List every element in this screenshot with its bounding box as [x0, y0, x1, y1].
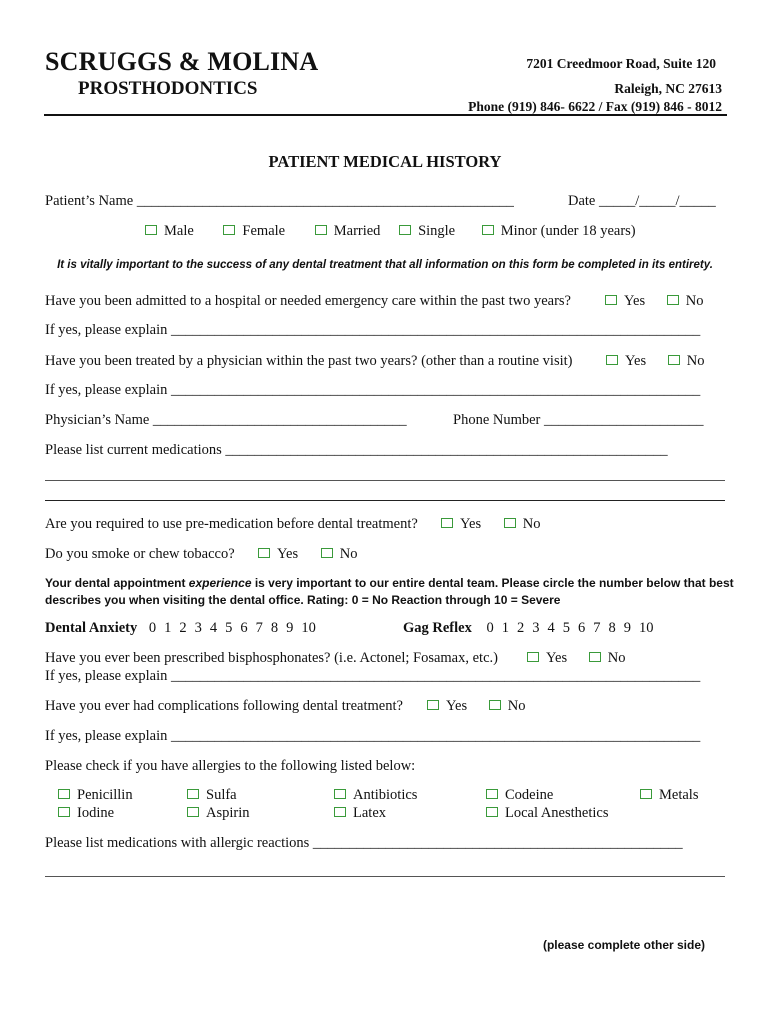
dental-anxiety-scale: 0 1 2 3 4 5 6 7 8 9 10	[148, 620, 316, 636]
complications-yes[interactable]: Yes	[427, 698, 467, 715]
checkbox-icon[interactable]	[427, 700, 439, 710]
physician-answer	[606, 353, 704, 370]
checkbox-icon[interactable]	[334, 789, 346, 799]
bisphosphonates-no[interactable]: No	[589, 650, 626, 667]
allergy-latex[interactable]: Latex	[334, 805, 386, 822]
checkbox-icon[interactable]	[589, 652, 601, 662]
medications-line[interactable]	[45, 500, 725, 501]
checkbox-icon[interactable]	[187, 807, 199, 817]
complications-no[interactable]: No	[489, 698, 526, 715]
allergy-antibiotics[interactable]: Antibiotics	[334, 787, 417, 804]
bisphosphonates-yes[interactable]: Yes	[527, 650, 567, 667]
allergy-iodine[interactable]: Iodine	[58, 805, 114, 822]
physician-name-field[interactable]: Physician’s Name ___________________________________	[45, 412, 407, 428]
allergies-prompt: Please check if you have allergies to the following listed below:	[45, 758, 416, 774]
allergic-medications-line[interactable]	[45, 876, 725, 877]
single-option[interactable]: Single	[399, 223, 455, 240]
premed-no[interactable]: No	[504, 516, 541, 533]
physician-yes[interactable]: Yes	[606, 353, 646, 370]
date-field[interactable]: Date _____/_____/_____	[568, 193, 716, 209]
male-option[interactable]: Male	[145, 223, 194, 240]
physician-explain-field[interactable]: If yes, please explain _________________________________________________________________________	[45, 382, 701, 398]
married-option[interactable]: Married	[315, 223, 381, 240]
checkbox-icon[interactable]	[668, 355, 680, 365]
gag-reflex-scale: 0 1 2 3 4 5 6 7 8 9 10	[486, 620, 654, 636]
allergic-medications-field[interactable]: Please list medications with allergic reactions ___________________________________________________	[45, 835, 683, 851]
checkbox-icon[interactable]	[489, 700, 501, 710]
physician-no[interactable]: No	[668, 353, 705, 370]
completion-notice: It is vitally important to the success of any dental treatment that all information on this form be completed in its entirety.	[57, 259, 713, 271]
checkbox-icon[interactable]	[482, 225, 494, 235]
gag-reflex-rating	[403, 620, 661, 637]
firm-name: SCRUGGS & MOLINA	[45, 47, 319, 76]
gag-reflex-label: Gag Reflex	[403, 620, 472, 636]
hospital-question: Have you been admitted to a hospital or needed emergency care within the past two years?	[45, 293, 571, 309]
premed-question: Are you required to use pre-medication before dental treatment?	[45, 516, 418, 532]
complications-question: Have you ever had complications following dental treatment?	[45, 698, 403, 714]
complications-explain-field[interactable]: If yes, please explain _________________________________________________________________________	[45, 728, 701, 744]
firm-specialty: PROSTHODONTICS	[78, 78, 258, 99]
checkbox-icon[interactable]	[667, 295, 679, 305]
phone-fax: Phone (919) 846- 6622 / Fax (919) 846 - 8012	[468, 99, 722, 114]
tobacco-question: Do you smoke or chew tobacco?	[45, 546, 235, 562]
checkbox-icon[interactable]	[321, 548, 333, 558]
premed-yes[interactable]: Yes	[441, 516, 481, 533]
allergy-metals[interactable]: Metals	[640, 787, 698, 804]
checkbox-icon[interactable]	[187, 789, 199, 799]
checkbox-icon[interactable]	[527, 652, 539, 662]
medications-line[interactable]	[45, 480, 725, 481]
checkbox-icon[interactable]	[315, 225, 327, 235]
checkbox-icon[interactable]	[606, 355, 618, 365]
checkbox-icon[interactable]	[145, 225, 157, 235]
checkbox-icon[interactable]	[258, 548, 270, 558]
allergy-codeine[interactable]: Codeine	[486, 787, 553, 804]
tobacco-answer	[258, 546, 357, 563]
header-divider	[44, 114, 727, 116]
physician-question: Have you been treated by a physician within the past two years? (other than a routine visit)	[45, 353, 573, 369]
form-title: PATIENT MEDICAL HISTORY	[268, 152, 502, 171]
checkbox-icon[interactable]	[605, 295, 617, 305]
hospital-no[interactable]: No	[667, 293, 704, 310]
status-options	[145, 223, 636, 240]
checkbox-icon[interactable]	[486, 789, 498, 799]
premed-answer	[441, 516, 540, 533]
checkbox-icon[interactable]	[640, 789, 652, 799]
checkbox-icon[interactable]	[486, 807, 498, 817]
dental-anxiety-label: Dental Anxiety	[45, 620, 138, 636]
allergy-aspirin[interactable]: Aspirin	[187, 805, 250, 822]
female-option[interactable]: Female	[223, 223, 285, 240]
address-line-2: Raleigh, NC 27613	[614, 81, 722, 96]
tobacco-yes[interactable]: Yes	[258, 546, 298, 563]
allergy-sulfa[interactable]: Sulfa	[187, 787, 237, 804]
address-line-1: 7201 Creedmoor Road, Suite 120	[526, 56, 716, 71]
checkbox-icon[interactable]	[399, 225, 411, 235]
checkbox-icon[interactable]	[223, 225, 235, 235]
checkbox-icon[interactable]	[58, 789, 70, 799]
allergy-local-anesthetics[interactable]: Local Anesthetics	[486, 805, 608, 822]
bisphosphonates-question: Have you ever been prescribed bisphosphonates? (i.e. Actonel; Fosamax, etc.)	[45, 650, 498, 666]
phone-number-field[interactable]: Phone Number ______________________	[453, 412, 704, 428]
complications-answer	[427, 698, 525, 715]
bisphosphonates-answer	[527, 650, 625, 667]
checkbox-icon[interactable]	[58, 807, 70, 817]
hospital-yes[interactable]: Yes	[605, 293, 645, 310]
current-medications-field[interactable]: Please list current medications _____________________________________________________________	[45, 442, 668, 458]
experience-instructions: Your dental appointment experience is very important to our entire dental team. Please circle the number below that best describes you when visiting the dental office. Rating: 0 = No Reaction through 10 = Severe	[45, 576, 734, 607]
checkbox-icon[interactable]	[334, 807, 346, 817]
complete-other-side-note: (please complete other side)	[542, 938, 705, 952]
minor-option[interactable]: Minor (under 18 years)	[482, 223, 636, 240]
hospital-explain-field[interactable]: If yes, please explain _________________________________________________________________________	[45, 322, 701, 338]
patient-name-field[interactable]: Patient’s Name ____________________________________________________	[45, 193, 514, 209]
allergy-penicillin[interactable]: Penicillin	[58, 787, 133, 804]
hospital-answer	[605, 293, 703, 310]
dental-anxiety-rating	[45, 620, 324, 637]
tobacco-no[interactable]: No	[321, 546, 358, 563]
checkbox-icon[interactable]	[441, 518, 453, 528]
bisphosphonates-explain-field[interactable]: If yes, please explain _________________________________________________________________________	[45, 668, 701, 684]
checkbox-icon[interactable]	[504, 518, 516, 528]
